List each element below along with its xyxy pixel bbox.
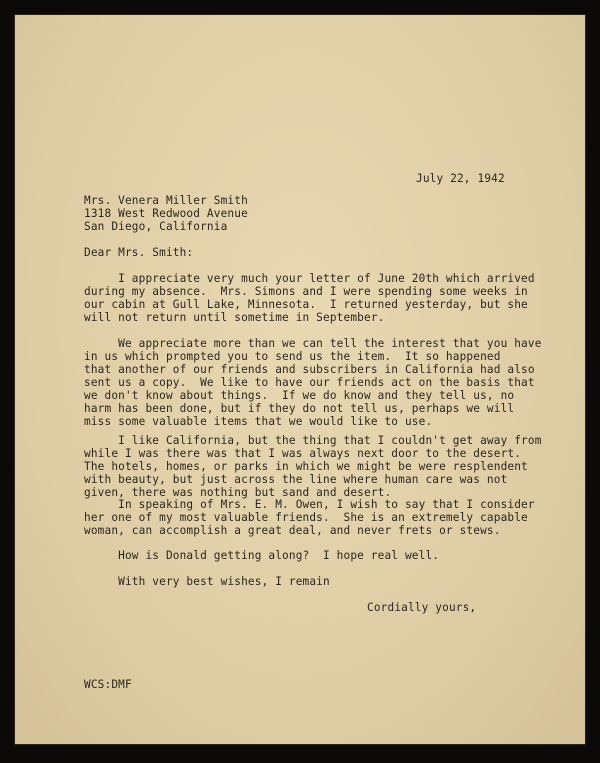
paragraph-line: while I was there was that I was always next door to the desert. (84, 447, 522, 460)
recipient-name: Mrs. Venera Miller Smith (84, 194, 248, 207)
letter-page (14, 14, 586, 745)
paragraph-line: given, there was nothing but sand and desert. (84, 486, 392, 499)
paragraph-line: that another of our friends and subscribers in California had also (84, 363, 535, 376)
paragraph-1 (84, 272, 535, 324)
paragraph-line: With very best wishes, I remain (84, 575, 330, 588)
paragraph-line: will not return until sometime in September. (84, 311, 385, 324)
paragraph-line: In speaking of Mrs. E. M. Owen, I wish to say that I consider (84, 498, 535, 511)
paragraph-line: I like California, but the thing that I couldn't get away from (84, 434, 542, 447)
paragraph-line: woman, can accomplish a great deal, and never frets or stews. (84, 524, 501, 537)
paragraph-5 (84, 549, 439, 562)
reference-initials: WCS:DMF (84, 678, 132, 691)
paragraph-line: we don't know about things. If we do know and they tell us, no (84, 389, 515, 402)
recipient-street: 1318 West Redwood Avenue (84, 207, 248, 220)
paragraph-4 (84, 498, 535, 537)
paragraph-line: during my absence. Mrs. Simons and I were spending some weeks in (84, 285, 528, 298)
paragraph-line: miss some valuable items that we would like to use. (84, 415, 433, 428)
letter-date: July 22, 1942 (416, 172, 505, 185)
paragraph-line: We appreciate more than we can tell the interest that you have (84, 337, 542, 350)
paragraph-line: with beauty, but just across the line where human care was not (84, 473, 508, 486)
paragraph-line: her one of my most valuable friends. She is an extremely capable (84, 511, 528, 524)
paragraph-line: our cabin at Gull Lake, Minnesota. I returned yesterday, but she (84, 298, 528, 311)
paragraph-line: in us which prompted you to send us the item. It so happened (84, 350, 501, 363)
paragraph-6 (84, 575, 330, 588)
recipient-city: San Diego, California (84, 220, 228, 233)
closing: Cordially yours, (367, 601, 477, 614)
paragraph-3 (84, 434, 542, 499)
paragraph-line: sent us a copy. We like to have our friends act on the basis that (84, 376, 535, 389)
paragraph-line: How is Donald getting along? I hope real well. (84, 549, 440, 562)
paragraph-line: I appreciate very much your letter of June 20th which arrived (84, 272, 535, 285)
paragraph-line: The hotels, homes, or parks in which we might be were resplendent (84, 460, 528, 473)
salutation: Dear Mrs. Smith: (84, 246, 194, 259)
paragraph-2 (84, 337, 542, 428)
paragraph-line: harm has been done, but if they do not tell us, perhaps we will (84, 402, 515, 415)
